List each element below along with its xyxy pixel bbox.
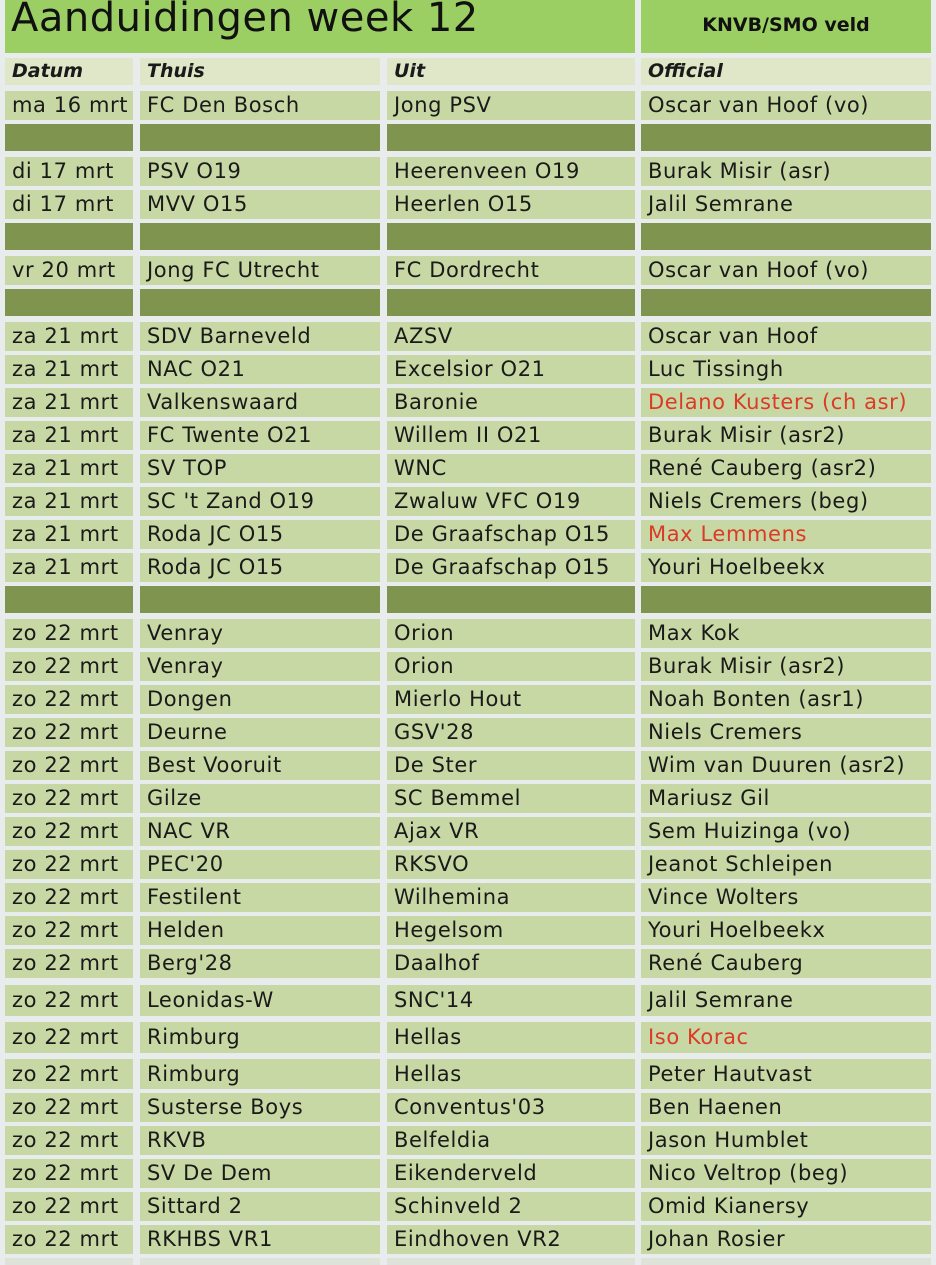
cell-uit: Eikenderveld (387, 1159, 635, 1188)
cell-official: Mariusz Gil (641, 784, 931, 813)
cell-datum: zo 22 mrt (5, 619, 133, 648)
spacer-cell (387, 223, 635, 250)
cell-uit: De Graafschap O15 (387, 520, 635, 549)
cell-thuis: Rimburg (140, 1022, 380, 1053)
cell-uit: WNC (387, 454, 635, 483)
table-row-stub (140, 1258, 380, 1265)
cell-uit: Hellas (387, 1022, 635, 1053)
cell-datum: zo 22 mrt (5, 1192, 133, 1221)
cell-datum: za 21 mrt (5, 553, 133, 582)
cell-datum: zo 22 mrt (5, 1093, 133, 1122)
cell-uit: Ajax VR (387, 817, 635, 846)
cell-official: Ben Haenen (641, 1093, 931, 1122)
cell-uit: Jong PSV (387, 91, 635, 120)
cell-uit: Mierlo Hout (387, 685, 635, 714)
cell-official: Niels Cremers (beg) (641, 487, 931, 516)
cell-datum: zo 22 mrt (5, 718, 133, 747)
cell-official: Jeanot Schleipen (641, 850, 931, 879)
cell-uit: AZSV (387, 322, 635, 351)
cell-official: Jalil Semrane (641, 190, 931, 219)
cell-official: Oscar van Hoof (vo) (641, 91, 931, 120)
cell-datum: za 21 mrt (5, 355, 133, 384)
cell-thuis: Best Vooruit (140, 751, 380, 780)
spacer-cell (5, 289, 133, 316)
cell-datum: zo 22 mrt (5, 784, 133, 813)
cell-thuis: Rimburg (140, 1059, 380, 1089)
cell-official: Iso Korac (641, 1022, 931, 1053)
cell-thuis: SDV Barneveld (140, 322, 380, 351)
cell-uit: FC Dordrecht (387, 256, 635, 285)
cell-datum: zo 22 mrt (5, 916, 133, 945)
cell-thuis: Berg'28 (140, 949, 380, 978)
cell-thuis: RKHBS VR1 (140, 1225, 380, 1254)
cell-official: Oscar van Hoof (641, 322, 931, 351)
cell-uit: RKSVO (387, 850, 635, 879)
cell-uit: SNC'14 (387, 985, 635, 1016)
spacer-cell (140, 586, 380, 613)
cell-thuis: SV TOP (140, 454, 380, 483)
column-header-thuis: Thuis (140, 58, 380, 85)
cell-uit: Orion (387, 619, 635, 648)
cell-datum: zo 22 mrt (5, 817, 133, 846)
column-header-uit: Uit (387, 58, 635, 85)
cell-official: Peter Hautvast (641, 1059, 931, 1089)
cell-uit: Belfeldia (387, 1126, 635, 1155)
cell-official: Vince Wolters (641, 883, 931, 912)
table-row-stub (387, 1258, 635, 1265)
cell-datum: di 17 mrt (5, 157, 133, 186)
cell-official: Youri Hoelbeekx (641, 916, 931, 945)
cell-uit: Baronie (387, 388, 635, 417)
cell-official: Sem Huizinga (vo) (641, 817, 931, 846)
cell-thuis: Helden (140, 916, 380, 945)
spacer-cell (641, 586, 931, 613)
cell-uit: Hellas (387, 1059, 635, 1089)
cell-thuis: PEC'20 (140, 850, 380, 879)
cell-uit: De Graafschap O15 (387, 553, 635, 582)
cell-datum: zo 22 mrt (5, 1126, 133, 1155)
cell-uit: De Ster (387, 751, 635, 780)
cell-thuis: Susterse Boys (140, 1093, 380, 1122)
cell-official: Nico Veltrop (beg) (641, 1159, 931, 1188)
cell-official: Youri Hoelbeekx (641, 553, 931, 582)
cell-datum: za 21 mrt (5, 454, 133, 483)
cell-thuis: Gilze (140, 784, 380, 813)
cell-uit: Willem II O21 (387, 421, 635, 450)
cell-official: Max Lemmens (641, 520, 931, 549)
title-cell (5, 0, 635, 53)
cell-thuis: Valkenswaard (140, 388, 380, 417)
cell-official: Wim van Duuren (asr2) (641, 751, 931, 780)
cell-official: Burak Misir (asr2) (641, 652, 931, 681)
cell-datum: za 21 mrt (5, 322, 133, 351)
cell-official: Max Kok (641, 619, 931, 648)
cell-uit: Conventus'03 (387, 1093, 635, 1122)
spacer-cell (5, 223, 133, 250)
cell-datum: zo 22 mrt (5, 1059, 133, 1089)
cell-official: Luc Tissingh (641, 355, 931, 384)
spacer-cell (641, 223, 931, 250)
cell-thuis: Festilent (140, 883, 380, 912)
cell-official: Burak Misir (asr2) (641, 421, 931, 450)
cell-datum: di 17 mrt (5, 190, 133, 219)
cell-thuis: Deurne (140, 718, 380, 747)
spacer-cell (140, 289, 380, 316)
spacer-cell (641, 124, 931, 151)
cell-official: Niels Cremers (641, 718, 931, 747)
cell-official: Delano Kusters (ch asr) (641, 388, 931, 417)
cell-official: Jason Humblet (641, 1126, 931, 1155)
cell-datum: zo 22 mrt (5, 751, 133, 780)
cell-datum: zo 22 mrt (5, 883, 133, 912)
cell-thuis: Sittard 2 (140, 1192, 380, 1221)
cell-official: Oscar van Hoof (vo) (641, 256, 931, 285)
cell-official: Burak Misir (asr) (641, 157, 931, 186)
page-title: Aanduidingen week 12 (11, 0, 479, 41)
spacer-cell (5, 586, 133, 613)
spacer-cell (140, 223, 380, 250)
cell-uit: Hegelsom (387, 916, 635, 945)
cell-thuis: Dongen (140, 685, 380, 714)
cell-datum: zo 22 mrt (5, 1225, 133, 1254)
cell-datum: zo 22 mrt (5, 985, 133, 1016)
cell-uit: GSV'28 (387, 718, 635, 747)
cell-uit: Schinveld 2 (387, 1192, 635, 1221)
cell-datum: za 21 mrt (5, 421, 133, 450)
cell-uit: Daalhof (387, 949, 635, 978)
cell-official: Johan Rosier (641, 1225, 931, 1254)
spacer-cell (140, 124, 380, 151)
spacer-cell (387, 124, 635, 151)
cell-thuis: Venray (140, 619, 380, 648)
cell-thuis: FC Twente O21 (140, 421, 380, 450)
cell-official: Jalil Semrane (641, 985, 931, 1016)
cell-official: Noah Bonten (asr1) (641, 685, 931, 714)
cell-datum: za 21 mrt (5, 520, 133, 549)
cell-official: Omid Kianersy (641, 1192, 931, 1221)
cell-datum: zo 22 mrt (5, 850, 133, 879)
cell-thuis: PSV O19 (140, 157, 380, 186)
cell-uit: Heerlen O15 (387, 190, 635, 219)
cell-uit: Eindhoven VR2 (387, 1225, 635, 1254)
cell-uit: SC Bemmel (387, 784, 635, 813)
cell-thuis: FC Den Bosch (140, 91, 380, 120)
table-row-stub (641, 1258, 931, 1265)
cell-datum: zo 22 mrt (5, 1159, 133, 1188)
column-header-datum: Datum (5, 58, 133, 85)
subtitle-cell (641, 0, 931, 53)
cell-uit: Excelsior O21 (387, 355, 635, 384)
cell-datum: zo 22 mrt (5, 652, 133, 681)
cell-thuis: NAC VR (140, 817, 380, 846)
cell-uit: Orion (387, 652, 635, 681)
cell-thuis: Venray (140, 652, 380, 681)
cell-thuis: NAC O21 (140, 355, 380, 384)
cell-datum: zo 22 mrt (5, 949, 133, 978)
table-row-stub (5, 1258, 133, 1265)
cell-uit: Wilhemina (387, 883, 635, 912)
spacer-cell (5, 124, 133, 151)
cell-thuis: Roda JC O15 (140, 520, 380, 549)
cell-datum: ma 16 mrt (5, 91, 133, 120)
cell-datum: zo 22 mrt (5, 685, 133, 714)
cell-official: René Cauberg (asr2) (641, 454, 931, 483)
cell-thuis: RKVB (140, 1126, 380, 1155)
cell-official: René Cauberg (641, 949, 931, 978)
cell-thuis: SC 't Zand O19 (140, 487, 380, 516)
cell-datum: za 21 mrt (5, 388, 133, 417)
page-subtitle: KNVB/SMO veld (702, 14, 870, 36)
cell-datum: zo 22 mrt (5, 1022, 133, 1053)
spacer-cell (641, 289, 931, 316)
cell-uit: Heerenveen O19 (387, 157, 635, 186)
cell-thuis: Roda JC O15 (140, 553, 380, 582)
cell-thuis: MVV O15 (140, 190, 380, 219)
cell-datum: za 21 mrt (5, 487, 133, 516)
cell-thuis: Jong FC Utrecht (140, 256, 380, 285)
spacer-cell (387, 289, 635, 316)
spacer-cell (387, 586, 635, 613)
cell-thuis: Leonidas-W (140, 985, 380, 1016)
cell-thuis: SV De Dem (140, 1159, 380, 1188)
cell-uit: Zwaluw VFC O19 (387, 487, 635, 516)
column-header-official: Official (641, 58, 931, 85)
cell-datum: vr 20 mrt (5, 256, 133, 285)
